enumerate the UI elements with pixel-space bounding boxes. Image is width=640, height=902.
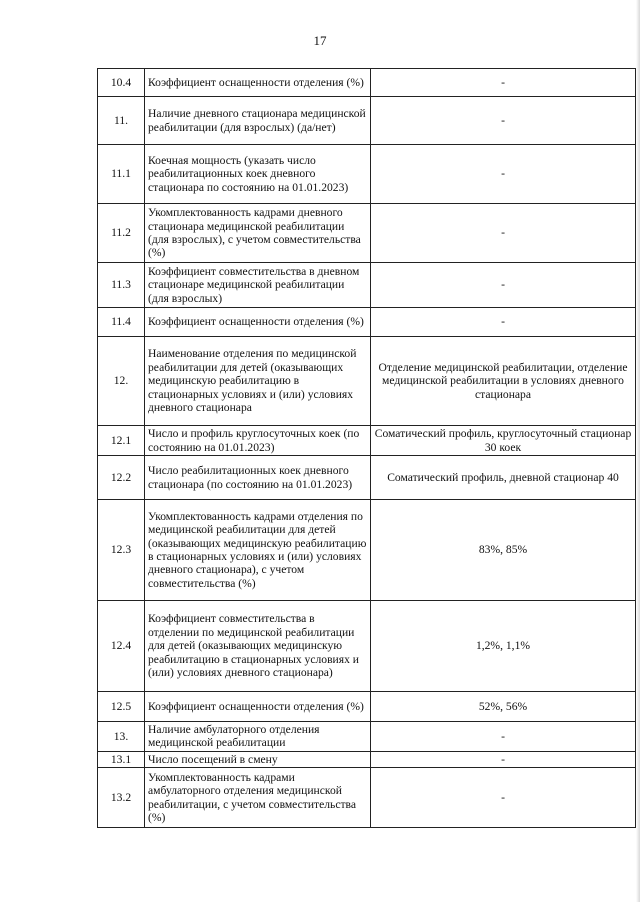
row-label: Коэффициент оснащенности отделения (%) [145,692,371,722]
row-number: 10.4 [98,69,145,97]
table-row [98,426,636,456]
table-row [98,722,636,752]
row-number: 11.1 [98,145,145,204]
row-value: - [371,751,636,767]
table-row [98,692,636,722]
row-label: Коэффициент совместительства в дневном стационаре медицинской реабилитации (для взрослых) [145,263,371,308]
row-value: 52%, 56% [371,692,636,722]
row-label: Число реабилитационных коек дневного стационара (по состоянию на 01.01.2023) [145,456,371,500]
table-row [98,69,636,97]
row-number: 12.4 [98,601,145,692]
row-number: 12.3 [98,500,145,601]
row-label: Укомплектованность кадрами дневного стационара медицинской реабилитации (для взрослых), с учетом совместительства (%) [145,204,371,263]
table-row [98,263,636,308]
row-label: Коэффициент совместительства в отделении по медицинской реабилитации для детей (оказывающих медицинскую реабилитацию в стационарных условиях и (или) условиях дневного стационара) [145,601,371,692]
table-row [98,97,636,145]
row-number: 12. [98,337,145,426]
table-row [98,337,636,426]
row-number: 12.5 [98,692,145,722]
row-label: Наименование отделения по медицинской реабилитации для детей (оказывающих медицинскую реабилитацию в стационарных условиях и (или) условиях дневного стационара [145,337,371,426]
row-label: Наличие амбулаторного отделения медицинской реабилитации [145,722,371,752]
row-value: - [371,145,636,204]
table-row [98,204,636,263]
row-number: 11. [98,97,145,145]
table-row [98,456,636,500]
row-value: Соматический профиль, круглосуточный стационар 30 коек [371,426,636,456]
row-value: - [371,97,636,145]
row-label: Укомплектованность кадрами амбулаторного отделения медицинской реабилитации, с учетом совместительства (%) [145,768,371,828]
table-row [98,308,636,337]
row-value: - [371,308,636,337]
row-value: - [371,722,636,752]
row-value: 1,2%, 1,1% [371,601,636,692]
data-table [97,68,636,828]
row-number: 13.2 [98,768,145,828]
scan-edge-shadow [636,0,640,902]
row-value: - [371,69,636,97]
row-label: Число и профиль круглосуточных коек (по состоянию на 01.01.2023) [145,426,371,456]
row-label: Число посещений в смену [145,751,371,767]
table-row [98,768,636,828]
table-row [98,500,636,601]
row-value: - [371,263,636,308]
row-value: - [371,768,636,828]
row-number: 11.2 [98,204,145,263]
row-value: Соматический профиль, дневной стационар 40 [371,456,636,500]
row-label: Коечная мощность (указать число реабилитационных коек дневного стационара по состоянию на 01.01.2023) [145,145,371,204]
row-label: Наличие дневного стационара медицинской реабилитации (для взрослых) (да/нет) [145,97,371,145]
row-value: 83%, 85% [371,500,636,601]
row-number: 13.1 [98,751,145,767]
page-number: 17 [313,33,327,48]
row-value: - [371,204,636,263]
row-number: 12.1 [98,426,145,456]
row-label: Коэффициент оснащенности отделения (%) [145,69,371,97]
row-number: 11.3 [98,263,145,308]
table-row [98,601,636,692]
row-label: Коэффициент оснащенности отделения (%) [145,308,371,337]
table-row [98,145,636,204]
row-label: Укомплектованность кадрами отделения по медицинской реабилитации для детей (оказывающих медицинскую реабилитацию в стационарных условиях и (или) условиях дневного стационара), с учетом совместительства (%) [145,500,371,601]
row-number: 12.2 [98,456,145,500]
row-number: 11.4 [98,308,145,337]
table-row [98,751,636,767]
row-number: 13. [98,722,145,752]
row-value: Отделение медицинской реабилитации, отделение медицинской реабилитации в условиях дневного стационара [371,337,636,426]
